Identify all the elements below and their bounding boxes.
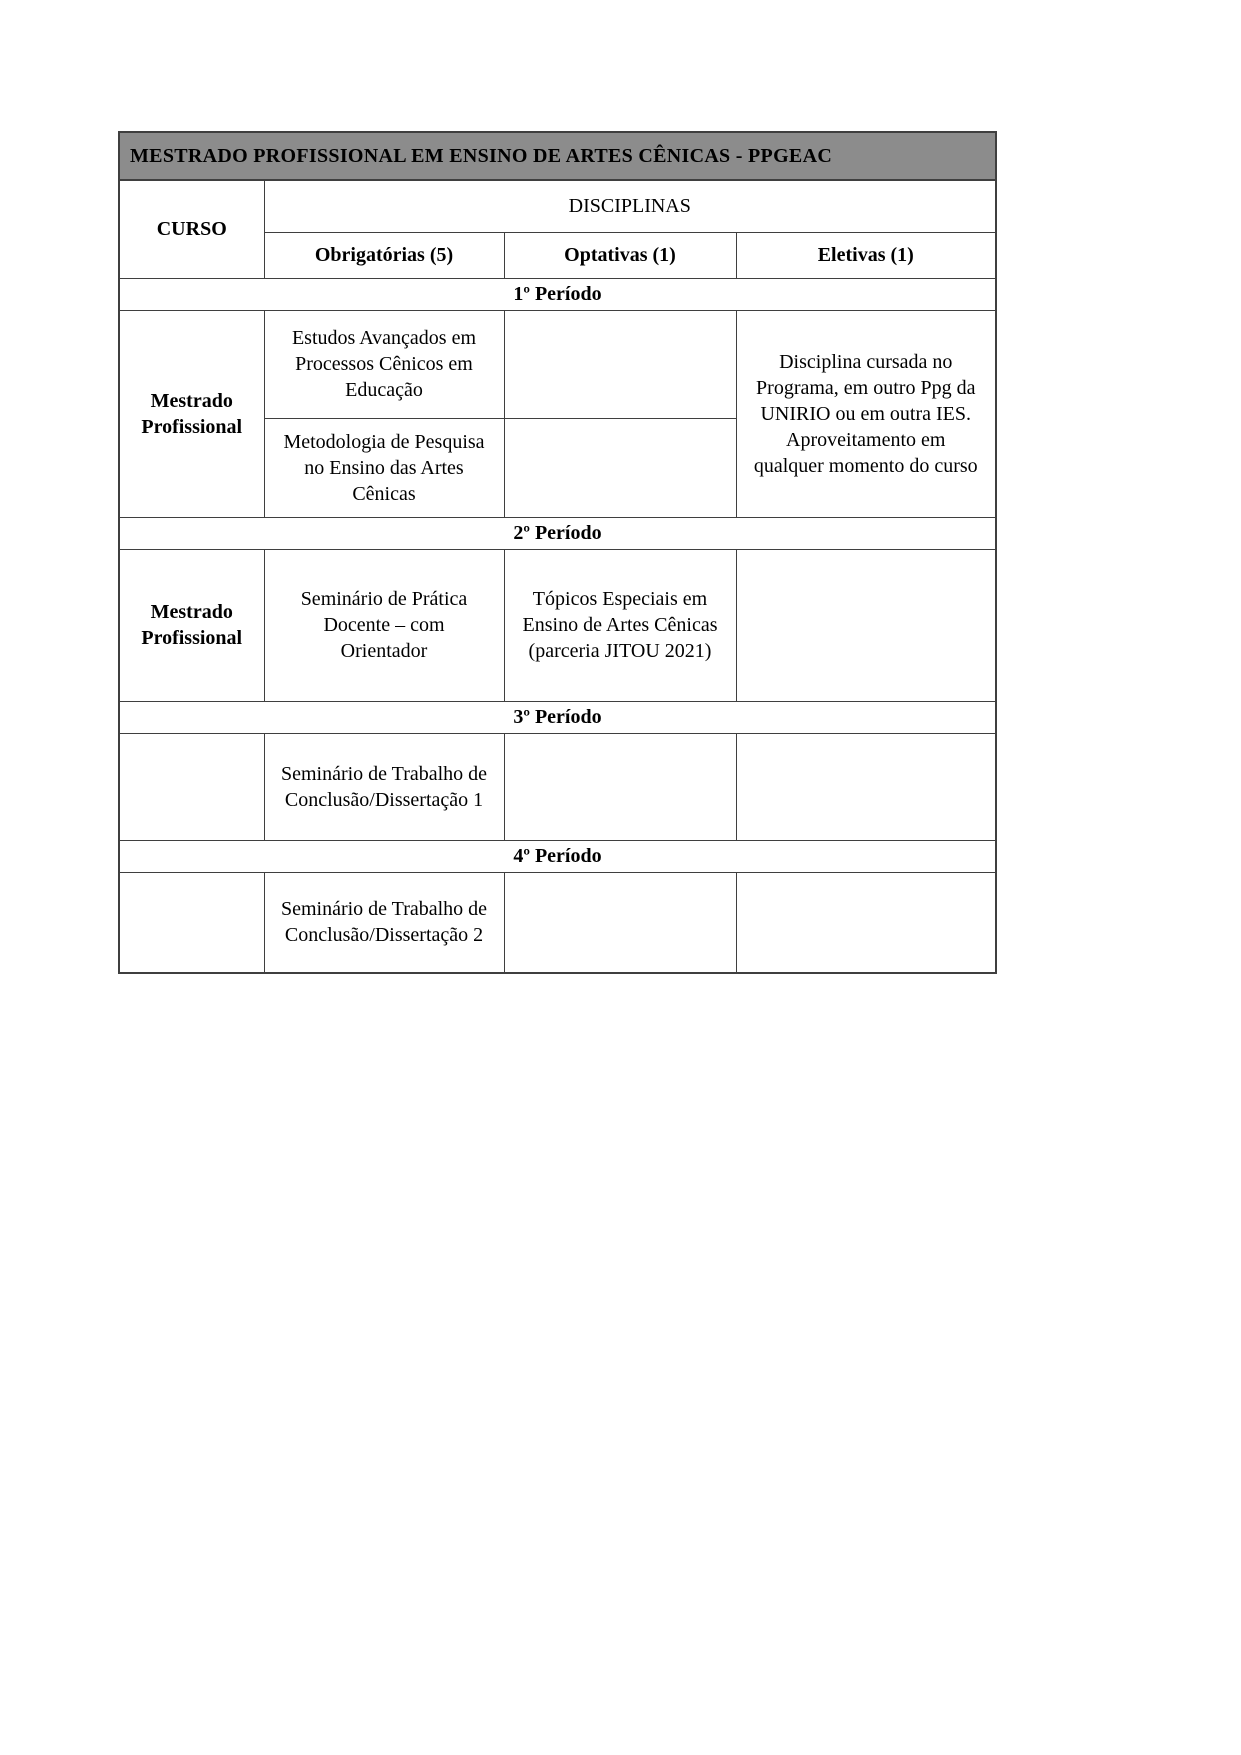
period-4-eletiva-cell [736,872,996,973]
header-curso: CURSO [119,180,264,278]
period-4-optativa-cell [504,872,736,973]
period-1-optativa-cell-2 [504,418,736,517]
header-row-1 [119,180,996,232]
period-1-row [119,278,996,310]
period-4-curso-cell [119,872,264,973]
table-title: MESTRADO PROFISSIONAL EM ENSINO DE ARTES CÊNICAS - PPGEAC [119,132,996,180]
curriculum-table [118,131,997,974]
period-3-row [119,701,996,733]
period-4-label: 4º Período [119,840,996,872]
period-3-curso-cell [119,733,264,840]
period-2-eletiva-cell [736,549,996,701]
period-1-eletiva-cell: Disciplina cursada no Programa, em outro Ppg da UNIRIO ou em outra IES. Aproveitamento em qualquer momento do curso [736,310,996,517]
period-3-label: 3º Período [119,701,996,733]
header-obrigatorias: Obrigatórias (5) [264,232,504,278]
period-2-optativa-cell: Tópicos Especiais em Ensino de Artes Cênicas (parceria JITOU 2021) [504,549,736,701]
header-eletivas: Eletivas (1) [736,232,996,278]
period-2-content-row [119,549,996,701]
period-3-optativa-cell [504,733,736,840]
period-2-row [119,517,996,549]
period-1-obrigatoria-cell-1: Estudos Avançados em Processos Cênicos em Educação [264,310,504,418]
period-2-obrigatoria-cell: Seminário de Prática Docente – com Orientador [264,549,504,701]
header-disciplinas: DISCIPLINAS [264,180,996,232]
period-1-content-row-1 [119,310,996,418]
period-1-optativa-cell-1 [504,310,736,418]
period-1-label: 1º Período [119,278,996,310]
header-optativas: Optativas (1) [504,232,736,278]
period-4-obrigatoria-cell: Seminário de Trabalho de Conclusão/Dissertação 2 [264,872,504,973]
period-1-curso-cell: Mestrado Profissional [119,310,264,517]
period-4-row [119,840,996,872]
period-2-curso-cell: Mestrado Profissional [119,549,264,701]
period-3-obrigatoria-cell: Seminário de Trabalho de Conclusão/Dissertação 1 [264,733,504,840]
period-3-eletiva-cell [736,733,996,840]
period-3-content-row [119,733,996,840]
period-1-obrigatoria-cell-2: Metodologia de Pesquisa no Ensino das Artes Cênicas [264,418,504,517]
period-2-label: 2º Período [119,517,996,549]
title-row [119,132,996,180]
period-4-content-row [119,872,996,973]
